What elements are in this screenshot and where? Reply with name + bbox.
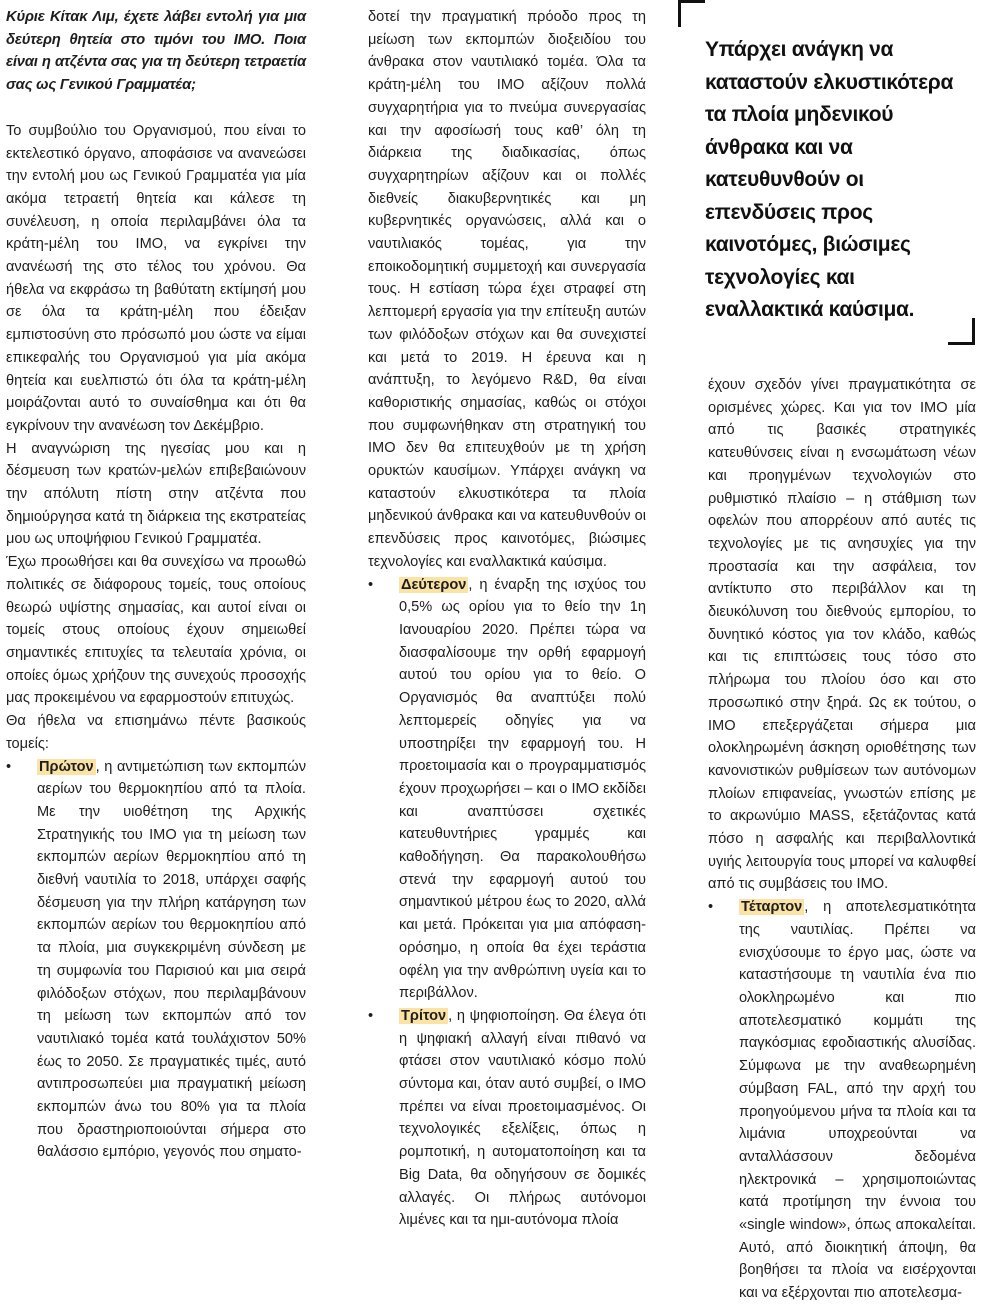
pullquote-corner-bottom-right xyxy=(948,318,975,345)
bullet-third xyxy=(368,1005,646,1232)
interview-question: Κύριε Κίτακ Λιμ, έχετε λάβει εντολή για μια δεύτερη θητεία στο τιμόνι του IMO. Ποια είναι η ατζέντα σας για τη δεύτερη τετραετία σας ως Γενικού Γραμματέα; xyxy=(6,9,306,94)
bullet-icon: • xyxy=(368,1007,374,1024)
answer-paragraph-1: Το συμβούλιο του Οργανισμού, που είναι το εκτελεστικό όργανο, αποφάσισε να ανανεώσει την εντολή μου ως Γενικού Γραμματέα για μία ακόμα τετραετή θητεία και κάλεσε τη συνέλευση, η οποία περιλαμβάνει όλα τα κράτη-μέλη του IMO, να εγκρίνει την ανανέωσή της στο τέλος του χρόνου. Θα ήθελα να εκφράσω τη βαθύτατη εκτίμησή μου σε όλα τα κράτη-μέλη που έδειξαν εμπιστοσύνη στο πρόσωπό μου ώστε να είμαι επικεφαλής του Οργανισμού για μία ακόμα θητεία και ευελπιστώ ότι όλα τα κράτη-μέλη μοιράζονται αυτό το συναίσθημα και ότι θα εγκρίνουν την ανανέωση τον Δεκέμβριο. xyxy=(6,122,306,434)
bullet-fourth xyxy=(708,896,976,1305)
answer-paragraph-2: Η αναγνώριση της ηγεσίας μου και η δέσμευση των κρατών-μελών επιβεβαιώνουν την απόλυτη πίστη στην ατζέντα που δημιούργησα κατά τη διάρκεια της εκστρατείας μου ως υποψήφιου Γενικού Γραμματέα. xyxy=(6,440,306,548)
bullet-icon: • xyxy=(708,899,714,916)
bullet-text-second: , η έναρξη της ισχύος του 0,5% ως ορίου για το θείο την 1η Ιανουαρίου 2020. Πρέπει τώρα να διασφαλίσουμε την ορθή εφαρμογή αυτού του ορίου για το θείο. Ο Οργανισμός θα αναπτύξει πολύ λεπτομερείς οδηγίες για να υποστηρίξει την εφαρμογή του. Η προετοιμασία και ο προγραμματισμός έχουν προχωρήσει – και ο IMO εκδίδει και αναπτύσσει σχετικές κατευθυντήριες γραμμές και καθοδήγηση. Θα παρακολουθήσω στενά την εφαρμογή αυτού του σημαντικού μέτρου έως το 2020, αλλά και μετά. Πρόκειται για μια απόφαση-ορόσημο, η οποία θα έχει τεράστια οφέλη για την ανθρώπινη υγεία και το περιβάλλον. xyxy=(399,576,646,1002)
column-1 xyxy=(6,6,306,1164)
pull-quote: Υπάρχει ανάγκη να καταστούν ελκυστικότερα τα πλοία μηδενικού άνθρακα και να κατευθυνθούν οι επενδύσεις προς καινοτόμες, βιώσιμες τεχνολογίες και εναλλακτικά καύσιμα. xyxy=(705,38,954,321)
column-2-paragraph: δοτεί την πραγματική πρόοδο προς τη μείωση των εκπομπών διοξειδίου του άνθρακα στον ναυτιλιακό τομέα. Όλα τα κράτη-μέλη του IMO αξίζουν πολλά συγχαρητήρια για το πνεύμα συνεργασίας και την αφοσίωσή τους καθ’ όλη τη διάρκεια της διαδικασίας, όπως συγχαρητηρίων αξίζουν και οι πολλές διεθνείς διακυβερνητικές και μη κυβερνητικές οργανώσεις, αλλά και ο ναυτιλιακός τομέας, για την εποικοδομητική συμμετοχή και συνεργασία τους. Η εστίαση τώρα έχει στραφεί στη λεπτομερή εργασία για την επίτευξη αυτών των φιλόδοξων στόχων και θα συνεχιστεί και μετά το 2019. Η έρευνα και η ανάπτυξη, το λεγόμενο R&D, θα είναι καθοριστικής σημασίας, καθώς οι στόχοι που συμφωνήθηκαν στη στρατηγική του IMO δεν θα επιτευχθούν με τη χρήση ορυκτών καυσίμων. Υπάρχει ανάγκη να καταστούν ελκυστικότερα τα πλοία μηδενικού άνθρακα και να κατευθυνθούν οι επενδύσεις προς καινοτόμες, βιώσιμες τεχνολογίες και εναλλακτικά καύσιμα. xyxy=(368,9,646,570)
bullet-text-fourth: , η αποτελεσματικότητα της ναυτιλίας. Πρέπει να ενισχύσουμε το έργο μας, ώστε να καταστήσουμε τη ναυτιλία ένα πιο ολοκληρωμένο και πιο αποτελεσματικό κομμάτι της παγκόσμιας εφοδιαστικής αλυσίδας. Σύμφωνα με την αναθεωρημένη σύμβαση FAL, από την αρχή του προηγούμενου μήνα τα πλοία και τα λιμάνια υποχρεούνται να ανταλλάσσουν δεδομένα ηλεκτρονικά – χρησιμοποιώντας κατά προτίμηση την έννοια του «single window», όπως αποκαλείται. Αυτό, από διοικητική άποψη, θα βοηθήσει τα πλοία να εισέρχονται και να εξέρχονται πιο αποτελεσμα- xyxy=(739,899,976,1302)
bullet-icon: • xyxy=(6,758,12,775)
bullet-label-second: Δεύτερον xyxy=(401,576,467,593)
bullet-first xyxy=(6,756,306,1165)
bullet-label-first: Πρώτον xyxy=(39,758,94,775)
column-2 xyxy=(368,6,646,1232)
answer-paragraph-4: Θα ήθελα να επισημάνω πέντε βασικούς τομείς: xyxy=(6,713,306,752)
bullet-label-third: Τρίτον xyxy=(401,1007,447,1024)
column-3 xyxy=(708,374,976,1305)
bullet-second xyxy=(368,574,646,1005)
pullquote-corner-top-left xyxy=(678,0,705,27)
bullet-label-fourth: Τέταρτον xyxy=(741,899,803,916)
answer-paragraph-3: Έχω προωθήσει και θα συνεχίσω να προωθώ πολιτικές σε διάφορους τομείς, τους οποίους θεωρώ υψίστης σημασίας, και αυτοί είναι οι τομείς στους οποίους έχουν σημειωθεί σημαντικές επιτυχίες τα τελευταία χρόνια, οι οποίες όμως χρήζουν της συνεχούς προσοχής μας προκειμένου να εφαρμοστούν επιτυχώς. xyxy=(6,554,306,707)
bullet-icon: • xyxy=(368,576,374,593)
bullet-text-first: , η αντιμετώπιση των εκπομπών αερίων του θερμοκηπίου από τα πλοία. Με την υιοθέτηση της Αρχικής Στρατηγικής του IMO για τη μείωση των εκπομπών αερίων θερμοκηπίου από τη διεθνή ναυτιλία το 2018, υπάρχει σαφής δέσμευση για την πλήρη κατάργηση των εκπομπών αερίων του θερμοκηπίου από τα πλοία, μια συγκεκριμένη σύνδεση με τη συμφωνία του Παρισιού και μια σειρά φιλόδοξων στόχων, που περιλαμβάνουν τη μείωση των εκπομπών από τον ναυτιλιακό τομέα κατά τουλάχιστον 50% έως το 2050. Σε πραγματικές τιμές, αυτό αντιπροσωπεύει μια πραγματική μείωση εκπομπών άνω του 80% για τα πλοία που δραστηριοποιούνται σήμερα στο θαλάσσιο εμπόριο, γεγονός που σηματο- xyxy=(37,758,306,1161)
bullet-text-third: , η ψηφιοποίηση. Θα έλεγα ότι η ψηφιακή αλλαγή είναι πιθανό να φτάσει στον ναυτιλιακό κόσμο πολύ σύντομα και, όταν αυτό συμβεί, ο IMO πρέπει να είναι προετοιμασμένος. Οι τεχνολογικές εξελίξεις, όπως η ρομποτική, η αυτοματοποίηση και τα Big Data, θα οδηγήσουν σε δομικές αλλαγές. Οι πλήρως αυτόνομοι λιμένες και τα ημι-αυτόνομα πλοία xyxy=(399,1007,646,1229)
column-3-paragraph: έχουν σχεδόν γίνει πραγματικότητα σε ορισμένες χώρες. Και για τον IMO μία από τις βασικές στρατηγικές κατευθύνσεις είναι η ενσωμάτωση νέων και προηγμένων τεχνολογιών στο ρυθμιστικό πλαίσιο – η στάθμιση των οφελών που απορρέουν από αυτές τις τεχνολογίες με τις ανησυχίες για την προστασία και την ασφάλεια, τον αντίκτυπο στο περιβάλλον και τη διευκόλυνση του διεθνούς εμπορίου, το δυνητικό κόστος για τον κλάδο, καθώς και τις επιπτώσεις τους τόσο στο πλήρωμα του πλοίου όσο και στο προσωπικό στην ξηρά. Ως εκ τούτου, ο IMO επεξεργάζεται σήμερα μια ολοκληρωμένη άσκηση οριοθέτησης των κανονιστικών ρυθμίσεων των αυτόνομων πλοίων επιφανείας, γνωστών επίσης με το ακρωνύμιο MASS, εξετάζοντας κατά πόσο η ασφαλής και περιβαλλοντικά υγιής λειτουργία τους μπορεί να καλυφθεί από τις συμβάσεις του IMO. xyxy=(708,377,976,893)
